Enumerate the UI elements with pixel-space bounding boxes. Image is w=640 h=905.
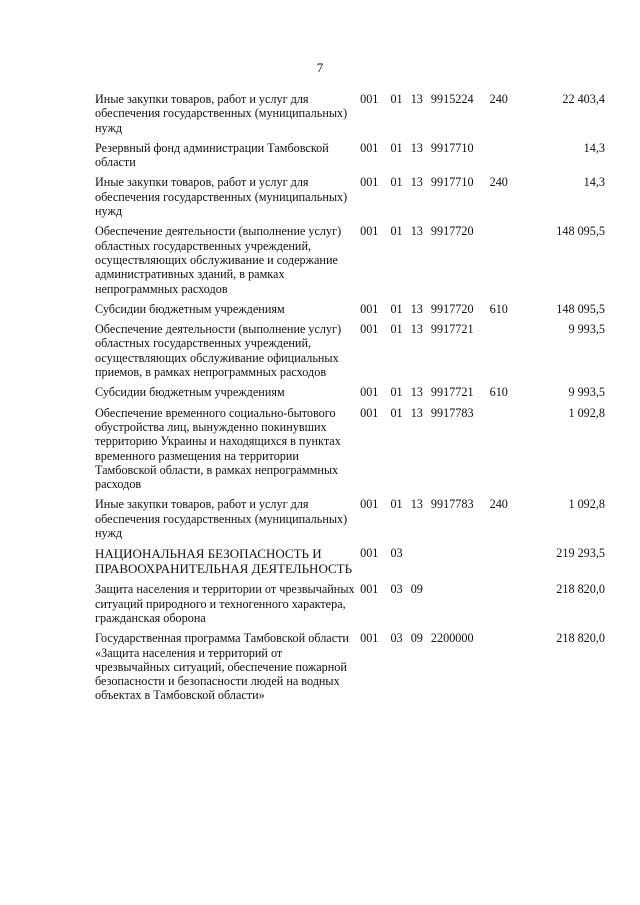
section-code-cell: 01 [390, 224, 403, 239]
subsection-code-cell: 13 [410, 224, 423, 239]
amount-cell: 14,3 [583, 175, 605, 190]
table-row [95, 224, 605, 301]
subsection-code-cell: 13 [410, 405, 423, 420]
subsection-code-cell: 13 [410, 175, 423, 190]
ministry-code-cell: 001 [360, 301, 379, 316]
expense-type-code-cell: 240 [489, 175, 508, 190]
row-name-cell: НАЦИОНАЛЬНАЯ БЕЗОПАСНОСТЬ И ПРАВООХРАНИТЕЛЬНАЯ ДЕЯТЕЛЬНОСТЬ [95, 546, 353, 577]
table-row [95, 406, 605, 498]
target-article-code-cell: 9917720 [430, 224, 474, 239]
section-code-cell: 01 [390, 140, 403, 155]
subsection-code-cell: 13 [410, 385, 423, 400]
subsection-code-cell: 13 [410, 497, 423, 512]
expense-type-code-cell [490, 582, 526, 631]
row-name-cell: Государственная программа Тамбовской области «Защита населения и территорий от чрезвычайных ситуаций, обеспечение пожарной безопасности и безопасности людей на водных объектах в Тамбовской области» [95, 631, 349, 703]
target-article-code-cell: 9917710 [430, 140, 474, 155]
amount-cell: 218 820,0 [556, 631, 605, 646]
row-name-cell: Иные закупки товаров, работ и услуг для обеспечения государственных (муниципальных) нужд [95, 497, 348, 541]
subsection-code-cell: 13 [410, 322, 423, 337]
expense-type-code-cell [490, 631, 526, 708]
table-row [95, 385, 605, 405]
row-name-cell: Обеспечение деятельности (выполнение услуг) областных государственных учреждений, осуществляющих обслуживание и содержание административных зданий, в рамках непрограммных расходов [95, 224, 342, 296]
ministry-code-cell: 001 [360, 582, 379, 597]
table-row [95, 175, 605, 224]
target-article-code-cell: 9917710 [430, 175, 474, 190]
amount-cell: 219 293,5 [556, 546, 605, 561]
target-article-code-cell: 9915224 [430, 92, 474, 106]
amount-cell: 9 993,5 [568, 385, 605, 400]
ministry-code-cell: 001 [360, 92, 379, 106]
ministry-code-cell: 001 [360, 224, 379, 239]
section-code-cell: 01 [390, 497, 403, 512]
row-name-cell: Обеспечение деятельности (выполнение услуг) областных государственных учреждений, осуществляющих обслуживание официальных приемов, в рамках непрограммных расходов [95, 322, 342, 380]
target-article-code-cell: 9917721 [430, 385, 474, 400]
target-article-code-cell [431, 546, 490, 582]
amount-cell: 14,3 [583, 140, 605, 155]
table-row [95, 92, 605, 141]
section-code-cell: 01 [390, 385, 403, 400]
amount-cell: 1 092,8 [568, 405, 605, 420]
target-article-code-cell: 9917721 [430, 322, 474, 337]
expense-type-code-cell [490, 406, 526, 498]
table-row [95, 582, 605, 631]
row-name-cell: Иные закупки товаров, работ и услуг для обеспечения государственных (муниципальных) нужд [95, 175, 348, 219]
section-code-cell: 01 [390, 405, 403, 420]
table-row [95, 141, 605, 176]
page-number: 7 [316, 60, 324, 75]
section-code-cell: 03 [390, 546, 403, 561]
amount-cell: 1 092,8 [568, 497, 605, 512]
section-code-cell: 03 [390, 631, 403, 646]
ministry-code-cell: 001 [360, 546, 379, 561]
section-code-cell: 01 [390, 301, 403, 316]
target-article-code-cell: 9917720 [430, 301, 474, 316]
ministry-code-cell: 001 [360, 385, 379, 400]
ministry-code-cell: 001 [360, 175, 379, 190]
row-name-cell: Иные закупки товаров, работ и услуг для обеспечения государственных (муниципальных) нужд [95, 92, 348, 135]
ministry-code-cell: 001 [360, 497, 379, 512]
amount-cell: 9 993,5 [568, 322, 605, 337]
table-row [95, 546, 605, 582]
table-row [95, 497, 605, 546]
row-name-cell: Субсидии бюджетным учреждениям [95, 301, 285, 316]
row-name-cell: Защита населения и территории от чрезвычайных ситуаций природного и техногенного характера, гражданская оборона [95, 582, 355, 625]
target-article-code-cell [431, 582, 490, 631]
section-code-cell: 01 [390, 322, 403, 337]
amount-cell: 22 403,4 [562, 92, 605, 106]
section-code-cell: 01 [390, 175, 403, 190]
amount-cell: 148 095,5 [556, 301, 605, 316]
target-article-code-cell: 2200000 [430, 631, 474, 646]
ministry-code-cell: 001 [360, 405, 379, 420]
table-row [95, 322, 605, 385]
subsection-code-cell [411, 546, 431, 582]
row-name-cell: Субсидии бюджетным учреждениям [95, 385, 285, 400]
amount-cell: 218 820,0 [556, 582, 605, 597]
expense-type-code-cell [490, 322, 526, 385]
section-code-cell: 03 [390, 582, 403, 597]
ministry-code-cell: 001 [360, 140, 379, 155]
target-article-code-cell: 9917783 [430, 497, 474, 512]
ministry-code-cell: 001 [360, 631, 379, 646]
budget-table [95, 92, 605, 709]
subsection-code-cell: 13 [410, 92, 423, 106]
expense-type-code-cell: 240 [489, 497, 508, 512]
expense-type-code-cell: 610 [489, 385, 508, 400]
subsection-code-cell: 13 [410, 301, 423, 316]
table-row [95, 631, 605, 708]
subsection-code-cell: 13 [410, 140, 423, 155]
expense-type-code-cell [490, 546, 526, 582]
subsection-code-cell: 09 [410, 582, 423, 597]
subsection-code-cell: 09 [410, 631, 423, 646]
target-article-code-cell: 9917783 [430, 405, 474, 420]
expense-type-code-cell [490, 224, 526, 301]
expense-type-code-cell [490, 141, 526, 176]
amount-cell: 148 095,5 [556, 224, 605, 239]
row-name-cell: Обеспечение временного социально-бытового обустройства лиц, вынужденно покинувших территорию Украины и находящихся в пунктах временного размещения на территории Тамбовской области, в рамках непрограммных расходов [95, 405, 341, 492]
row-name-cell: Резервный фонд администрации Тамбовской области [95, 140, 329, 170]
expense-type-code-cell: 610 [489, 301, 508, 316]
section-code-cell: 01 [390, 92, 403, 106]
expense-type-code-cell: 240 [489, 92, 508, 106]
table-row [95, 302, 605, 322]
ministry-code-cell: 001 [360, 322, 379, 337]
